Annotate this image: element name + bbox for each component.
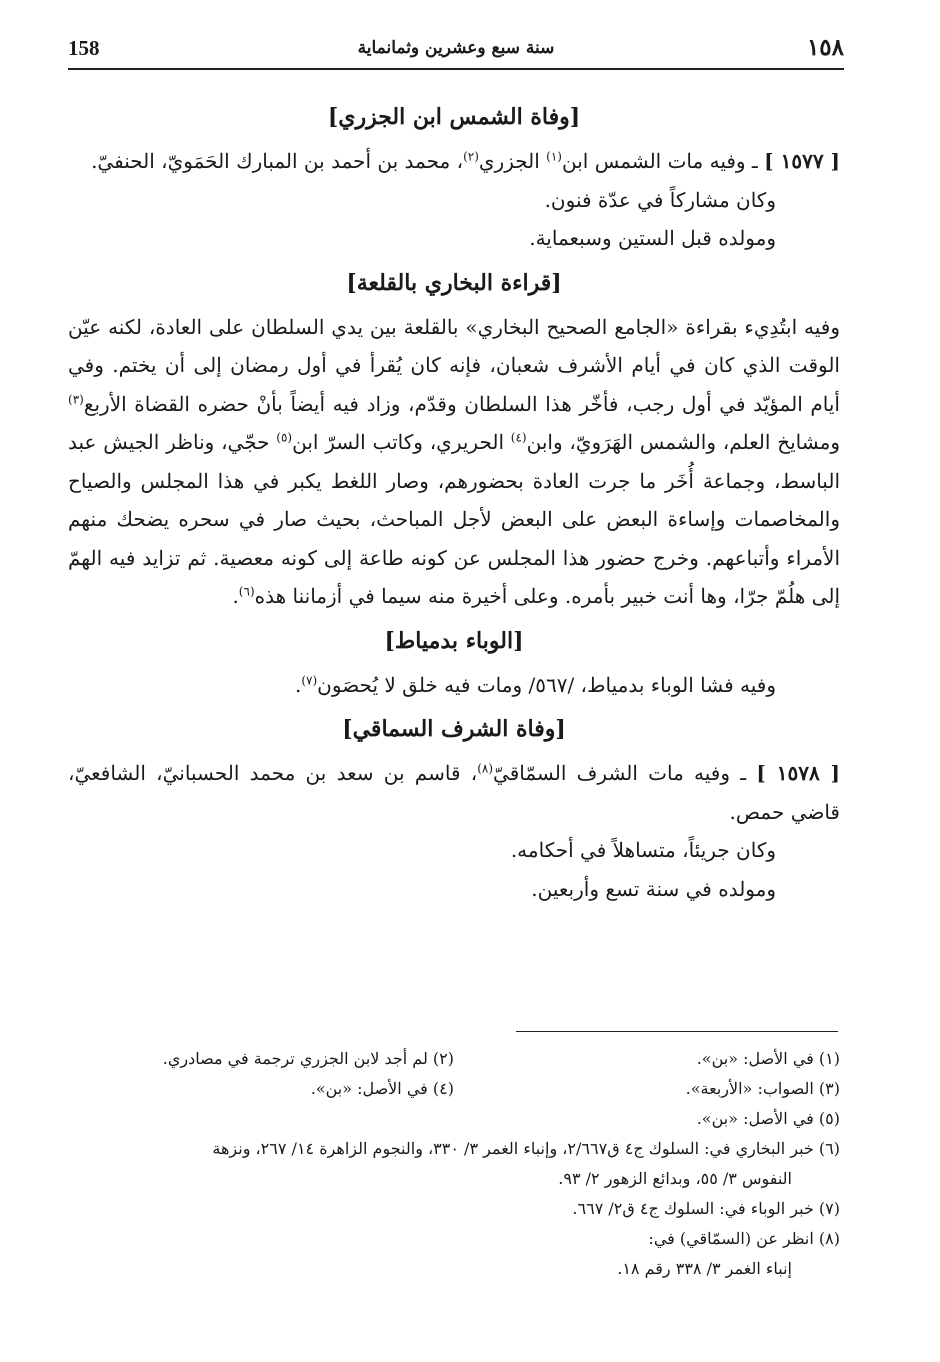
biography-entry: [68, 142, 840, 181]
footnote-ref[interactable]: (٨): [477, 761, 494, 776]
paragraph-text: .: [294, 672, 302, 697]
paragraph: [68, 666, 840, 705]
footnotes: [68, 1044, 840, 1284]
text-line: وكان جريئاً، متساهلاً في أحكامه.: [510, 838, 776, 862]
paragraph-text: .: [232, 584, 239, 608]
running-title: سنة سبع وعشرين وثمانماية: [357, 38, 555, 58]
section-heading: [قراءة البخاري بالقلعة]: [346, 269, 562, 296]
entry-text: ، محمد بن أحمد بن المبارك الحَمَويّ، الحنفيّ.: [91, 149, 464, 173]
footnote-8-continued: إنباء الغمر ٣/ ٣٣٨ رقم ١٨.: [617, 1259, 792, 1278]
paragraph-text: وفيه ابتُدِيء بقراءة «الجامع الصحيح البخاري» بالقلعة بين يدي السلطان على العادة، لكنه عيّن الوقت الذي كان في أيام الأشرف شعبان، فإنه كان يُقرأ في أول رمضان إلى أن يختم. وفي أيام المؤيّد في أول رجب، فأخّر هذا السلطان وقدّم، وزاد فيه أيضاً بأنْ حضره القضاة الأربع: [68, 314, 840, 416]
paragraph-text: ومشايخ العلم، والشمس الهَرَويّ، وابن: [526, 430, 840, 454]
footnote-ref[interactable]: (٥): [276, 430, 293, 445]
footnote-row: [68, 1044, 840, 1074]
section-heading: [وفاة الشرف السماقي]: [342, 716, 566, 742]
text-line: ومولده في سنة تسع وأربعين.: [531, 876, 776, 901]
paragraph-text: حجّي، وناظر الجيش عبد الباسط، وجماعة أُخَر ما جرت العادة بحضورهم، وصار اللغط يكبر في هذا المجلس والصياح والمخاصمات وإساءة البعض على البعض لأجل المباحث، بحيث صار في سحره يضحك منهم الأمراء وأتباعهم. وخرج حضور هذا المجلس عن كونه طاعة إلى كونه معصية. ثم تزايد فيه الهمّ إلى هلُمّ جرّا، وها أنت خبير بأمره. وعلى أخيرة منه سيما في أزماننا هذه: [68, 430, 840, 608]
page-number-latin: 158: [68, 36, 100, 60]
footnote-6-continued: النفوس ٣/ ٥٥، وبدائع الزهور ٢/ ٩٣.: [558, 1169, 792, 1188]
footnote-6: (٦) خبر البخاري في: السلوك ج٤ ق٢/٦٦٧، وإنباء الغمر ٣/ ٣٣٠، والنجوم الزاهرة ١٤/ ٢٦٧، ونزهة: [212, 1139, 840, 1158]
section-heading: [وفاة الشمس ابن الجزري]: [327, 104, 581, 130]
paragraph-text: الحريري، وكاتب السرّ ابن: [292, 430, 511, 454]
footnote-ref[interactable]: (٤): [510, 430, 527, 445]
page-number-arabic: ١٥٨: [806, 34, 844, 61]
paragraph-text: وفيه فشا الوباء بدمياط، /٥٦٧/ ومات فيه خلق لا يُحصَون: [317, 672, 776, 697]
footnote-8: (٨) انظر عن (السمّاقي) في:: [648, 1229, 840, 1248]
footnote-7: (٧) خبر الوباء في: السلوك ج٤ ق٢/ ٦٦٧.: [572, 1199, 840, 1218]
paragraph: [68, 308, 840, 616]
footnote-3: (٣) الصواب: «الأربعة».: [685, 1079, 840, 1098]
footnote-ref[interactable]: (١): [546, 149, 562, 164]
entry-text: ، قاسم بن سعد بن محمد الحسبانيّ، الشافعيّ، قاضي حمص.: [68, 761, 840, 824]
footnote-ref[interactable]: (٢): [463, 149, 479, 164]
entry-number: [ ١٥٧٨ ]: [756, 761, 841, 785]
entry-text: ـ وفيه مات الشرف السمّاقيّ: [493, 761, 757, 785]
footnote-row: [68, 1074, 840, 1104]
entry-text: الجزري: [478, 149, 547, 173]
footnote-5: (٥) في الأصل: «بن».: [696, 1109, 840, 1128]
footnote-4: (٤) في الأصل: «بن».: [310, 1079, 454, 1098]
running-header: [68, 34, 844, 70]
entry-text: ـ وفيه مات الشمس ابن: [561, 149, 765, 173]
footnote-2: (٢) لم أجد لابن الجزري ترجمة في مصادري.: [162, 1049, 454, 1068]
footnote-ref[interactable]: (٦): [238, 584, 255, 599]
text-line: وكان مشاركاً في عدّة فنون.: [544, 187, 776, 212]
footnote-ref[interactable]: (٣): [68, 391, 84, 406]
footnote-1: (١) في الأصل: «بن».: [696, 1049, 840, 1068]
footnote-ref[interactable]: (٧): [301, 672, 318, 687]
text-line: ومولده قبل الستين وسبعماية.: [529, 226, 776, 250]
main-text: [68, 92, 840, 908]
section-heading: [الوباء بدمياط]: [384, 627, 524, 654]
entry-number: [ ١٥٧٧ ]: [764, 149, 840, 173]
footnote-divider: [516, 1031, 838, 1032]
biography-entry: [68, 754, 840, 831]
